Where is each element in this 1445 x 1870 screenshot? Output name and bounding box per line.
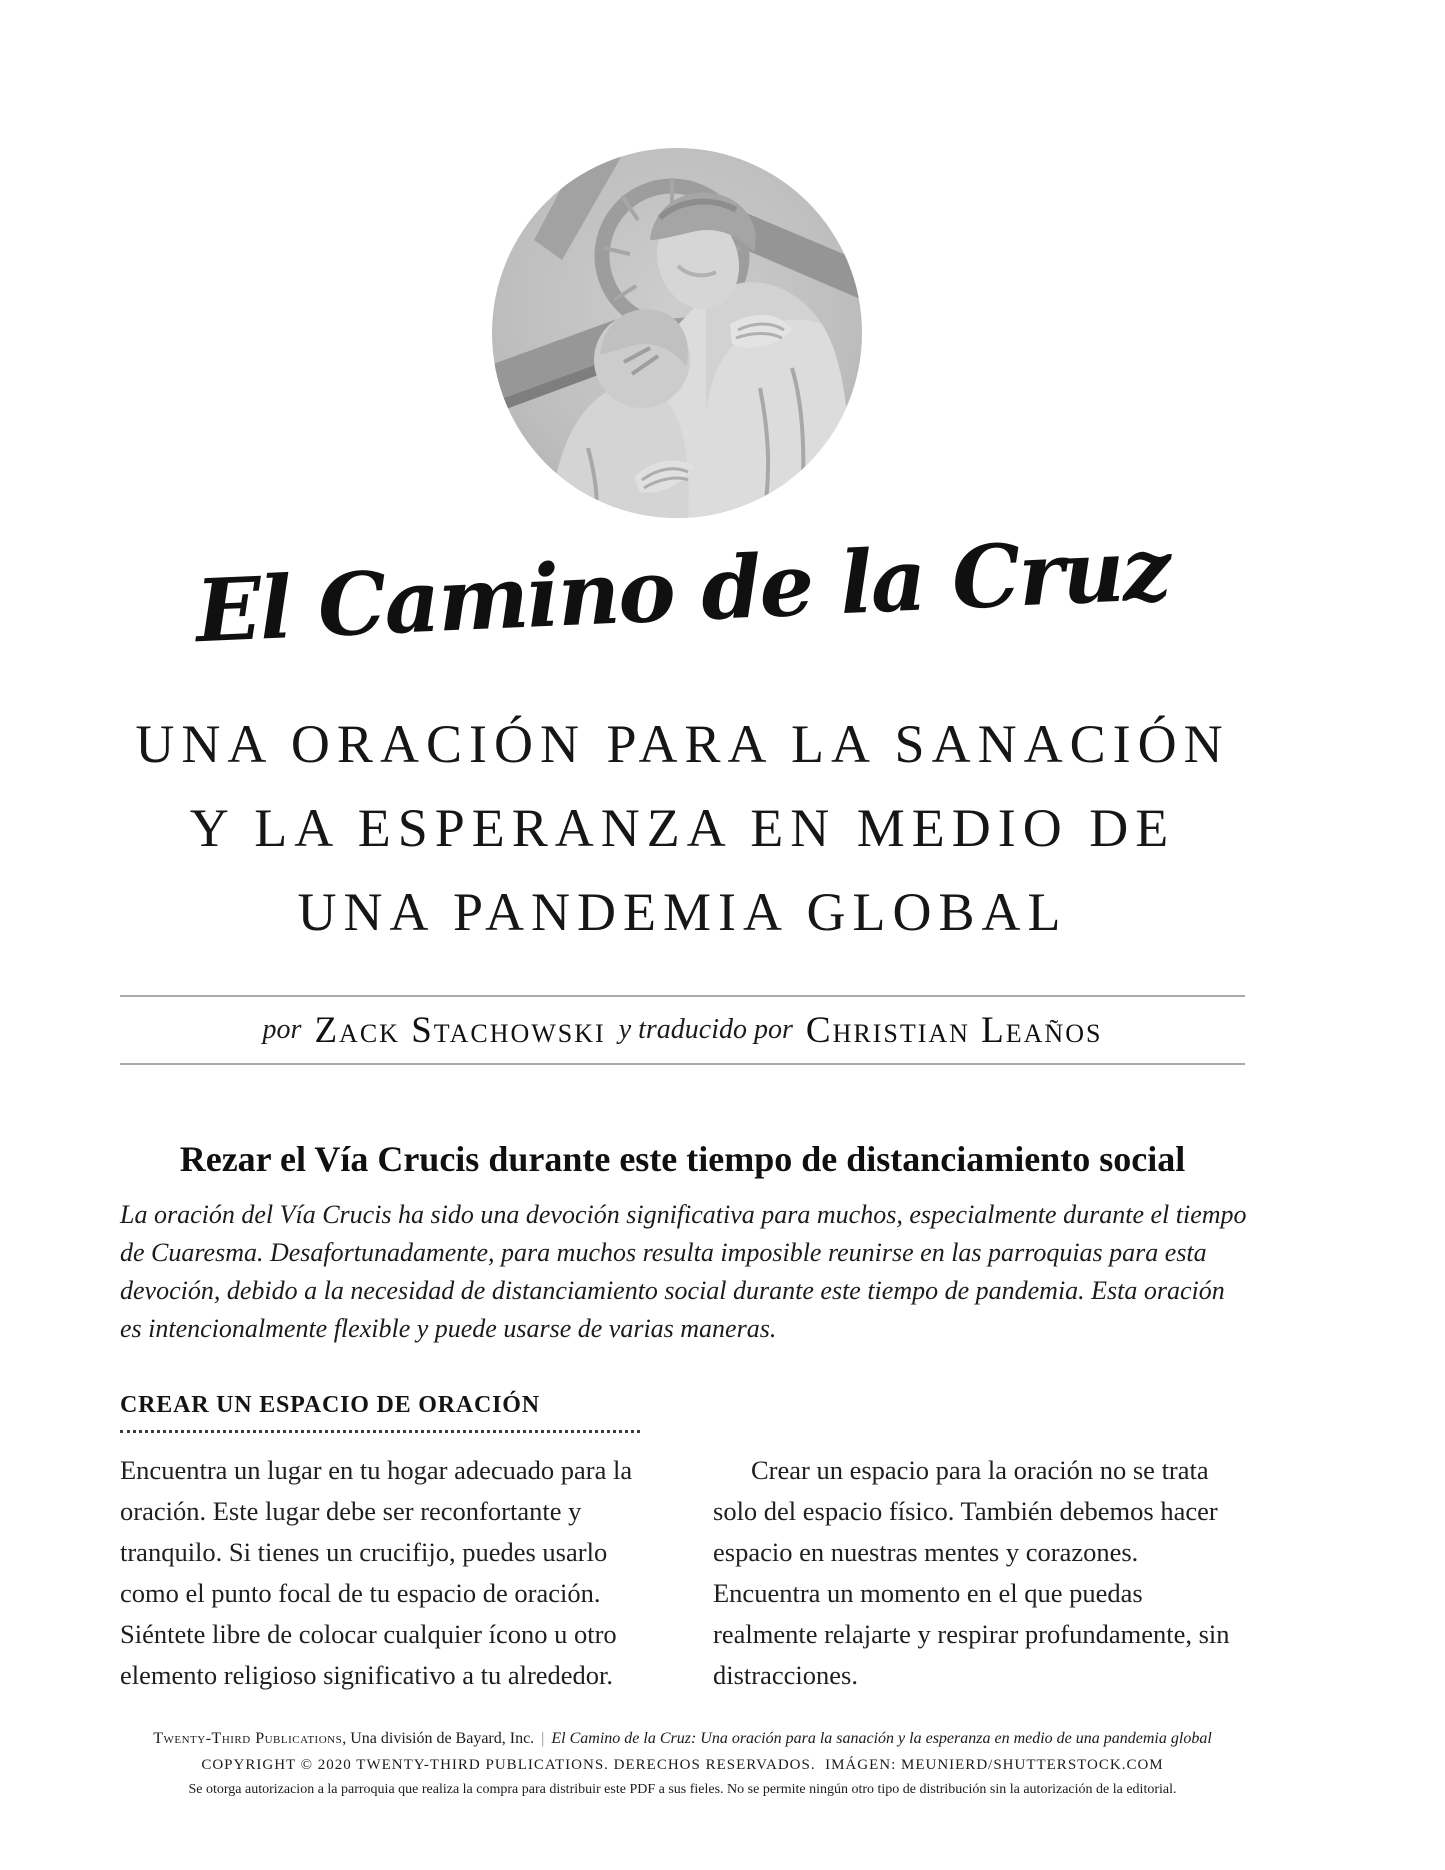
byline (120, 995, 1245, 1065)
footer-publisher-line (120, 1730, 1245, 1748)
relief-sculpture-graphic (492, 148, 862, 518)
footer-document-title: El Camino de la Cruz: Una oración para la sanación y la esperanza en medio de una pandemia global (551, 1730, 1212, 1747)
two-column-body (120, 1450, 1236, 1696)
relief-sculpture-image (492, 148, 862, 518)
subtitle-line-2: Y LA ESPERANZA EN MEDIO DE (189, 798, 1176, 858)
footer-publisher: Twenty-Third Publications (153, 1730, 343, 1747)
page-title-script: El Camino de la Cruz (193, 518, 1172, 663)
byline-connector: y traducido por (618, 1014, 793, 1045)
footer-division: , Una división de Bayard, Inc. (342, 1730, 535, 1747)
lede-heading: Rezar el Vía Crucis durante este tiempo de distanciamiento social (179, 1139, 1186, 1179)
column-right: Crear un espacio para la oración no se trata solo del espacio físico. También debemos hacer espacio en nuestras mentes y corazones. Encuentra un momento en el que puedas realmente relajarte y respirar profundamente, sin distracciones. (713, 1455, 1230, 1690)
footer-separator: | (541, 1730, 545, 1747)
byline-translator: Christian Leaños (805, 1009, 1103, 1051)
section-heading-crear-un-espacio: CREAR UN ESPACIO DE ORACIÓN (120, 1392, 640, 1433)
subtitle-line-3: UNA PANDEMIA GLOBAL (297, 882, 1068, 942)
subtitle-line-1: UNA ORACIÓN PARA LA SANACIÓN (135, 714, 1230, 774)
byline-author: Zack Stachowski (314, 1009, 606, 1051)
page-subtitle (120, 702, 1245, 954)
byline-prefix: por (262, 1014, 302, 1045)
footer-copyright-line: COPYRIGHT © 2020 TWENTY-THIRD PUBLICATIONS. DERECHOS RESERVADOS. IMÁGEN: MEUNIERD/SHUTTERSTOCK.COM (201, 1757, 1164, 1773)
footer-permission-line: Se otorga autorizacion a la parroquia que realiza la compra para distribuir este PDF a sus fieles. No se permite ningún otro tipo de distribución sin la autorización de la editorial. (188, 1782, 1177, 1797)
lede-paragraph: La oración del Vía Crucis ha sido una devoción significativa para muchos, especialmente durante el tiempo de Cuaresma. Desafortunadamente, para muchos resulta imposible reunirse en las parroquias para esta devoción, debido a la necesidad de distanciamiento social durante este tiempo de pandemia. Esta oración es intencionalmente flexible y puede usarse de varias maneras. (120, 1200, 1247, 1343)
column-left: Encuentra un lugar en tu hogar adecuado para la oración. Este lugar debe ser reconfortante y tranquilo. Si tienes un crucifijo, puedes usarlo como el punto focal de tu espacio de oración. Siéntete libre de colocar cualquier ícono u otro elemento religioso significativo a tu alrededor. (120, 1455, 633, 1690)
page-footer (120, 1730, 1245, 1798)
